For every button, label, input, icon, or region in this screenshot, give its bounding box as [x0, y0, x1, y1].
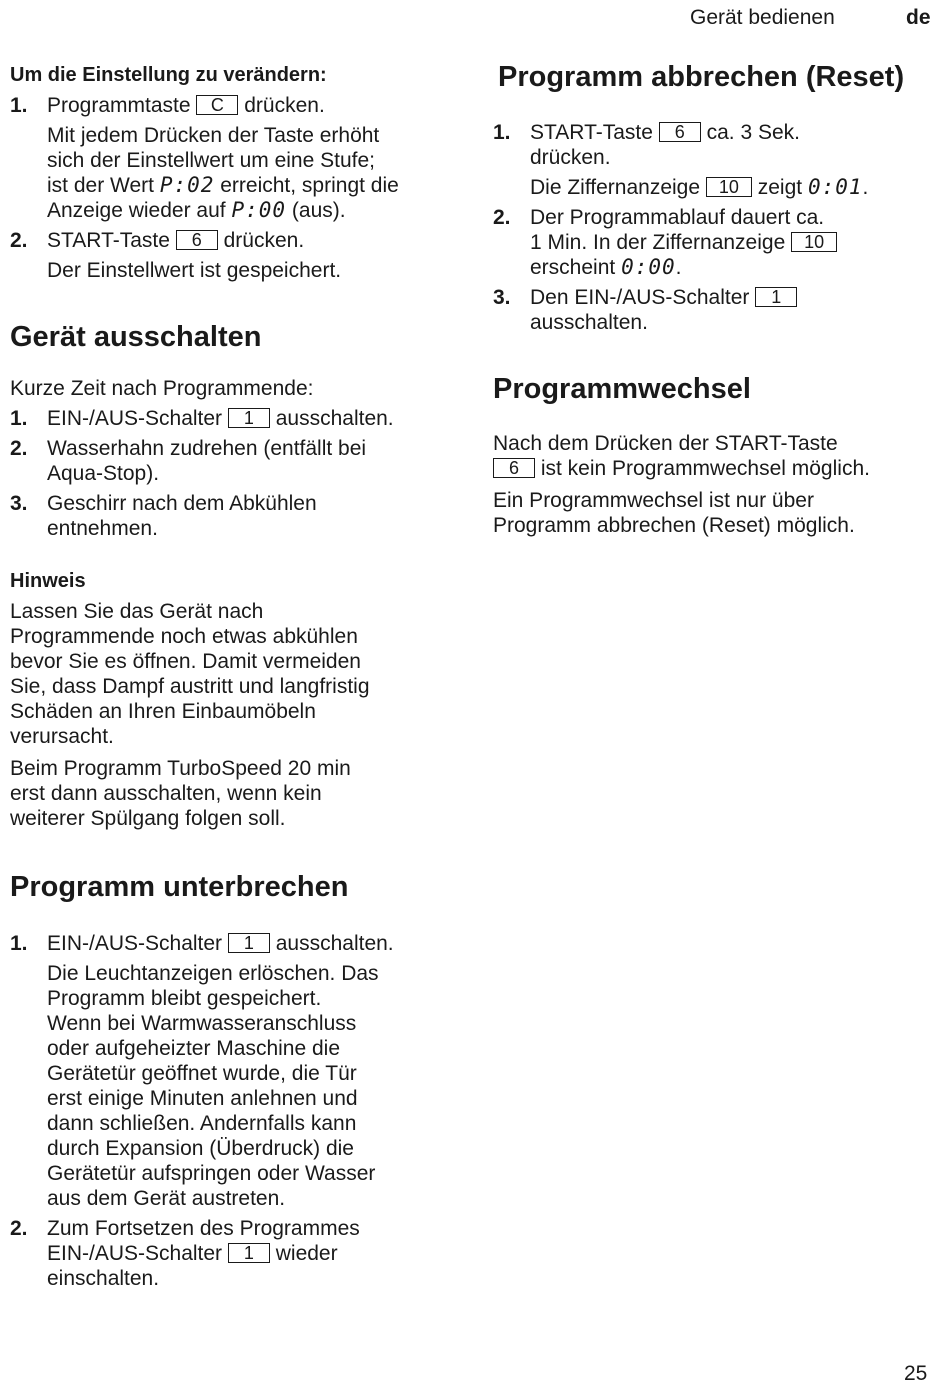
digit-display-symbol: 10	[706, 177, 752, 197]
start-key-symbol: 6	[493, 458, 535, 478]
step-number: 2.	[10, 1217, 28, 1240]
text-line: aus dem Gerät austreten.	[47, 1187, 286, 1210]
text-line: Gerätetür aufspringen oder Wasser	[47, 1162, 376, 1185]
step-number: 1.	[10, 932, 28, 955]
text-line	[47, 173, 455, 198]
interrupt-step-1-explanation	[10, 961, 455, 1211]
program-change-section	[493, 372, 938, 538]
text-line: Ein Programmwechsel ist nur über	[493, 489, 814, 512]
program-change-paragraph-2	[493, 488, 938, 538]
reset-step-1-explanation	[493, 175, 938, 200]
program-change-heading: Programmwechsel	[493, 373, 751, 405]
step-number: 3.	[493, 286, 511, 309]
start-key-symbol: 6	[176, 230, 218, 250]
text-line	[47, 198, 455, 223]
text-line: Der Programmablauf dauert ca.	[530, 206, 825, 229]
text-line: oder aufgeheizter Maschine die	[47, 1037, 341, 1060]
text-line	[530, 120, 938, 145]
interrupt-step-1	[10, 931, 455, 956]
switch-off-step-3	[10, 491, 455, 541]
switch-off-step-2	[10, 436, 455, 486]
reset-heading: Programm abbrechen (Reset)	[498, 61, 905, 93]
text-line	[530, 230, 938, 255]
step-text: EIN-/AUS-Schalter	[47, 407, 223, 430]
display-value-p02: P:02	[159, 173, 215, 197]
text-line: dann schließen. Andernfalls kann	[47, 1112, 357, 1135]
note-section	[10, 569, 455, 831]
on-off-switch-symbol: 1	[228, 933, 270, 953]
text-line: Geschirr nach dem Abkühlen	[47, 492, 317, 515]
text-fragment: EIN-/AUS-Schalter	[47, 1242, 223, 1265]
display-value-000: 0:00	[621, 255, 676, 279]
text-fragment: erscheint	[530, 256, 616, 279]
text-line: Lassen Sie das Gerät nach	[10, 600, 264, 623]
display-value-001: 0:01	[807, 175, 863, 199]
on-off-switch-symbol: 1	[228, 408, 270, 428]
reset-step-3	[493, 285, 938, 335]
header-language-code: de	[906, 6, 931, 29]
change-step-1-explanation	[10, 123, 455, 223]
change-setting-section	[10, 63, 455, 283]
text-fragment: Den EIN-/AUS-Schalter	[530, 286, 750, 309]
interrupt-step-2	[10, 1216, 455, 1291]
digit-display-symbol: 10	[791, 232, 837, 252]
change-setting-heading: Um die Einstellung zu verändern:	[10, 64, 327, 86]
step-text-after: drücken.	[244, 94, 325, 117]
step-number: 1.	[10, 407, 28, 430]
interrupt-heading: Programm unterbrechen	[10, 871, 349, 903]
text-line: Wenn bei Warmwasseranschluss	[47, 1012, 357, 1035]
on-off-switch-symbol: 1	[228, 1243, 270, 1263]
text-line: Sie, dass Dampf austritt und langfristig	[10, 675, 370, 698]
text-fragment: zeigt	[757, 176, 803, 199]
period: .	[862, 176, 869, 199]
reset-section	[493, 60, 938, 335]
text-line: weiterer Spülgang folgen soll.	[10, 807, 286, 830]
text-fragment: ist kein Programmwechsel möglich.	[540, 457, 870, 480]
text-line	[493, 456, 938, 481]
text-line: erst dann ausschalten, wenn kein	[10, 782, 322, 805]
text-line: sich der Einstellwert um eine Stufe;	[47, 149, 375, 172]
text-line: drücken.	[530, 146, 611, 169]
switch-off-intro: Kurze Zeit nach Programmende:	[10, 377, 314, 400]
text-fragment: ca. 3 Sek.	[706, 121, 801, 144]
change-step-2	[10, 228, 455, 253]
step-number: 2.	[10, 437, 28, 460]
text-fragment: 1 Min. In der Ziffernanzeige	[530, 231, 786, 254]
reset-step-1	[493, 120, 938, 170]
text-line	[530, 255, 938, 280]
step-text-after: ausschalten.	[275, 932, 394, 955]
text-line: Programmende noch etwas abkühlen	[10, 625, 358, 648]
step-number: 3.	[10, 492, 28, 515]
text-line: entnehmen.	[47, 517, 158, 540]
text-line: erst einige Minuten anlehnen und	[47, 1087, 358, 1110]
text-line: durch Expansion (Überdruck) die	[47, 1137, 354, 1160]
change-step-2-explanation: Der Einstellwert ist gespeichert.	[47, 259, 342, 282]
step-number: 2.	[493, 206, 511, 229]
note-paragraph-2	[10, 756, 455, 831]
interrupt-section	[10, 870, 455, 1291]
text-line	[530, 285, 938, 310]
text-line: verursacht.	[10, 725, 114, 748]
switch-off-step-1	[10, 406, 455, 431]
program-key-c-symbol: C	[196, 95, 238, 115]
text-fragment: erreicht, springt die	[220, 174, 399, 197]
change-step-1	[10, 93, 455, 118]
note-heading: Hinweis	[10, 570, 86, 592]
step-text: START-Taste	[47, 229, 170, 252]
step-number: 2.	[10, 229, 28, 252]
period: .	[675, 256, 682, 279]
text-line: ausschalten.	[530, 311, 648, 334]
switch-off-section	[10, 320, 455, 541]
page-number: 25	[904, 1362, 928, 1385]
text-fragment: wieder	[275, 1242, 338, 1265]
text-line: Beim Programm TurboSpeed 20 min	[10, 757, 351, 780]
reset-step-2	[493, 205, 938, 280]
display-value-p00: P:00	[231, 198, 287, 222]
text-fragment: Anzeige wieder auf	[47, 199, 226, 222]
start-key-symbol: 6	[659, 122, 701, 142]
text-fragment: (aus).	[291, 199, 346, 222]
step-text-after: drücken.	[223, 229, 305, 252]
switch-off-heading: Gerät ausschalten	[10, 321, 262, 353]
text-line: Programm bleibt gespeichert.	[47, 987, 322, 1010]
step-text: Programmtaste	[47, 94, 191, 117]
note-paragraph-1	[10, 599, 455, 749]
program-change-paragraph-1	[493, 431, 938, 481]
text-fragment: START-Taste	[530, 121, 653, 144]
header-section-title: Gerät bedienen	[690, 6, 835, 29]
text-line	[47, 1241, 455, 1266]
text-line: Schäden an Ihren Einbaumöbeln	[10, 700, 316, 723]
text-fragment: ist der Wert	[47, 174, 154, 197]
text-line: bevor Sie es öffnen. Damit vermeiden	[10, 650, 361, 673]
text-line: Gerätetür geöffnet wurde, die Tür	[47, 1062, 357, 1085]
step-text: EIN-/AUS-Schalter	[47, 932, 223, 955]
on-off-switch-symbol: 1	[755, 287, 797, 307]
text-fragment: Die Ziffernanzeige	[530, 176, 701, 199]
step-number: 1.	[10, 94, 28, 117]
text-line: Wasserhahn zudrehen (entfällt bei	[47, 437, 367, 460]
step-text-after: ausschalten.	[275, 407, 394, 430]
text-line: einschalten.	[47, 1267, 160, 1290]
text-line: Zum Fortsetzen des Programmes	[47, 1217, 360, 1240]
step-number: 1.	[493, 121, 511, 144]
text-line: Programm abbrechen (Reset) möglich.	[493, 514, 855, 537]
text-line: Die Leuchtanzeigen erlöschen. Das	[47, 962, 379, 985]
text-line: Aqua-Stop).	[47, 462, 160, 485]
text-line: Mit jedem Drücken der Taste erhöht	[47, 124, 380, 147]
text-line: Nach dem Drücken der START-Taste	[493, 432, 838, 455]
